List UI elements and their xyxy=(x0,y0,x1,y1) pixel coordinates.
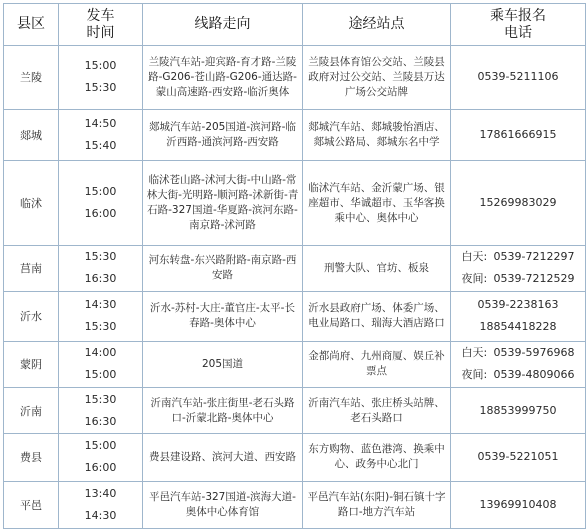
table-header xyxy=(4,4,586,46)
departure-time: 14:50 xyxy=(84,117,117,131)
county-cell: 费县 xyxy=(4,434,59,481)
phone-number: 0539-5221051 xyxy=(477,450,559,464)
table-body xyxy=(4,46,586,529)
route-cell: 沂南汽车站-张庄街里-老石头路口-沂蒙北路-奥体中心 xyxy=(143,387,303,433)
table-row xyxy=(4,481,586,528)
phone-time-label: 白天: xyxy=(461,346,488,360)
phone-number: 15269983029 xyxy=(479,196,557,210)
phone-number: 0539-5211106 xyxy=(477,70,559,84)
table-row xyxy=(4,46,586,110)
phone-number: 18854418228 xyxy=(479,320,557,334)
departure-time-cell xyxy=(59,161,143,245)
departure-time: 16:00 xyxy=(84,461,117,475)
departure-time-cell xyxy=(59,387,143,433)
county-cell: 郯城 xyxy=(4,109,59,160)
departure-time-cell xyxy=(59,481,143,528)
county-cell: 沂水 xyxy=(4,292,59,341)
phone-time-label: 夜间: xyxy=(461,272,488,286)
phone-cell xyxy=(451,245,586,291)
phone-number: 0539-4809066 xyxy=(493,368,575,382)
county-cell: 平邑 xyxy=(4,481,59,528)
stops-cell: 刑警大队、官坊、板泉 xyxy=(303,245,451,291)
route-cell: 平邑汽车站-327国道-滨海大道-奥体中心体育馆 xyxy=(143,481,303,528)
phone-cell xyxy=(451,481,586,528)
route-cell: 沂水-苏村-大庄-董官庄-太平-长春路-奥体中心 xyxy=(143,292,303,341)
header-county: 县区 xyxy=(4,4,59,46)
departure-time: 15:40 xyxy=(84,139,117,153)
stops-cell: 兰陵县体育馆公交站、兰陵县政府对过公交站、兰陵县万达广场公交站牌 xyxy=(303,46,451,110)
departure-time: 14:30 xyxy=(84,298,117,312)
phone-line xyxy=(454,342,582,364)
phone-number: 13969910408 xyxy=(479,497,557,511)
phone-cell xyxy=(451,292,586,341)
route-cell: 河东转盘-东兴路附路-南京路-西安路 xyxy=(143,245,303,291)
county-cell: 临沭 xyxy=(4,161,59,245)
phone-line xyxy=(454,400,582,422)
header-time-line-1: 发车 xyxy=(86,7,115,24)
phone-line xyxy=(454,66,582,88)
phone-line xyxy=(454,268,582,290)
table-row xyxy=(4,292,586,341)
stops-cell: 郯城汽车站、郯城骏怡酒店、郯城公路局、郯城东名中学 xyxy=(303,109,451,160)
phone-number: 18853999750 xyxy=(479,403,557,417)
departure-time: 15:00 xyxy=(84,59,117,73)
stops-cell: 沂水县政府广场、体委广场、电业局路口、瑞海大酒店路口 xyxy=(303,292,451,341)
header-phone xyxy=(451,4,586,46)
departure-time: 15:30 xyxy=(84,392,117,406)
route-cell: 兰陵汽车站-迎宾路-育才路-兰陵路-G206-苍山路-G206-通达路-蒙山高速路-西安路-临沂奥体 xyxy=(143,46,303,110)
departure-time: 16:00 xyxy=(84,207,117,221)
route-cell: 205国道 xyxy=(143,341,303,387)
departure-time: 15:00 xyxy=(84,368,117,382)
header-phone-line-1: 乘车报名 xyxy=(490,7,546,24)
header-time-line-2: 时间 xyxy=(86,24,115,41)
phone-cell xyxy=(451,434,586,481)
header-stops: 途经站点 xyxy=(303,4,451,46)
departure-time: 16:30 xyxy=(84,414,117,428)
stops-cell: 东方购物、蓝色港湾、换乘中心、政务中心北门 xyxy=(303,434,451,481)
phone-line xyxy=(454,124,582,146)
departure-time-cell xyxy=(59,434,143,481)
phone-cell xyxy=(451,46,586,110)
table-row xyxy=(4,245,586,291)
stops-cell: 金都尚府、九州商厦、娱丘补票点 xyxy=(303,341,451,387)
phone-line xyxy=(454,246,582,268)
header-departure-time xyxy=(59,4,143,46)
county-cell: 莒南 xyxy=(4,245,59,291)
phone-line xyxy=(454,294,582,316)
departure-time-cell xyxy=(59,46,143,110)
table-row xyxy=(4,161,586,245)
departure-time: 15:30 xyxy=(84,250,117,264)
phone-line xyxy=(454,494,582,516)
phone-number: 0539-2238163 xyxy=(477,298,559,312)
departure-time: 15:30 xyxy=(84,81,117,95)
stops-cell: 平邑汽车站(东阳)-铜石镇十字路口-地方汽车站 xyxy=(303,481,451,528)
phone-time-label: 白天: xyxy=(461,250,488,264)
phone-time-label: 夜间: xyxy=(461,368,488,382)
departure-time-cell xyxy=(59,109,143,160)
phone-number: 17861666915 xyxy=(479,128,557,142)
departure-time: 15:00 xyxy=(84,439,117,453)
table-row xyxy=(4,341,586,387)
route-cell: 临沭苍山路-沭河大街-中山路-常林大街-光明路-顺河路-沭新街-青石路-327国道-华夏路-滨河东路-南京路-沭河路 xyxy=(143,161,303,245)
departure-time: 14:00 xyxy=(84,346,117,360)
phone-number: 0539-7212529 xyxy=(493,272,575,286)
phone-number: 0539-7212297 xyxy=(493,250,575,264)
phone-cell xyxy=(451,387,586,433)
header-route: 线路走向 xyxy=(143,4,303,46)
route-cell: 费县建设路、滨河大道、西安路 xyxy=(143,434,303,481)
phone-number: 0539-5976968 xyxy=(493,346,575,360)
header-phone-line-2: 电话 xyxy=(504,24,532,41)
phone-line xyxy=(454,192,582,214)
phone-line xyxy=(454,364,582,386)
departure-time-cell xyxy=(59,245,143,291)
table-row xyxy=(4,109,586,160)
table-row xyxy=(4,434,586,481)
departure-time-cell xyxy=(59,292,143,341)
stops-cell: 沂南汽车站、张庄桥头站牌、老石头路口 xyxy=(303,387,451,433)
phone-cell xyxy=(451,109,586,160)
phone-line xyxy=(454,446,582,468)
phone-cell xyxy=(451,341,586,387)
departure-time-cell xyxy=(59,341,143,387)
route-cell: 郯城汽车站-205国道-滨河路-临沂西路-通滨河路-西安路 xyxy=(143,109,303,160)
phone-cell xyxy=(451,161,586,245)
departure-time: 13:40 xyxy=(84,486,117,500)
departure-time: 16:30 xyxy=(84,272,117,286)
county-cell: 沂南 xyxy=(4,387,59,433)
county-cell: 蒙阴 xyxy=(4,341,59,387)
departure-time: 15:00 xyxy=(84,185,117,199)
phone-line xyxy=(454,316,582,338)
table-row xyxy=(4,387,586,433)
county-cell: 兰陵 xyxy=(4,46,59,110)
departure-time: 15:30 xyxy=(84,320,117,334)
departure-time: 14:30 xyxy=(84,508,117,522)
stops-cell: 临沭汽车站、金沂蒙广场、银座超市、华诚超市、玉华客换乘中心、奥体中心 xyxy=(303,161,451,245)
bus-schedule-table xyxy=(3,3,586,529)
